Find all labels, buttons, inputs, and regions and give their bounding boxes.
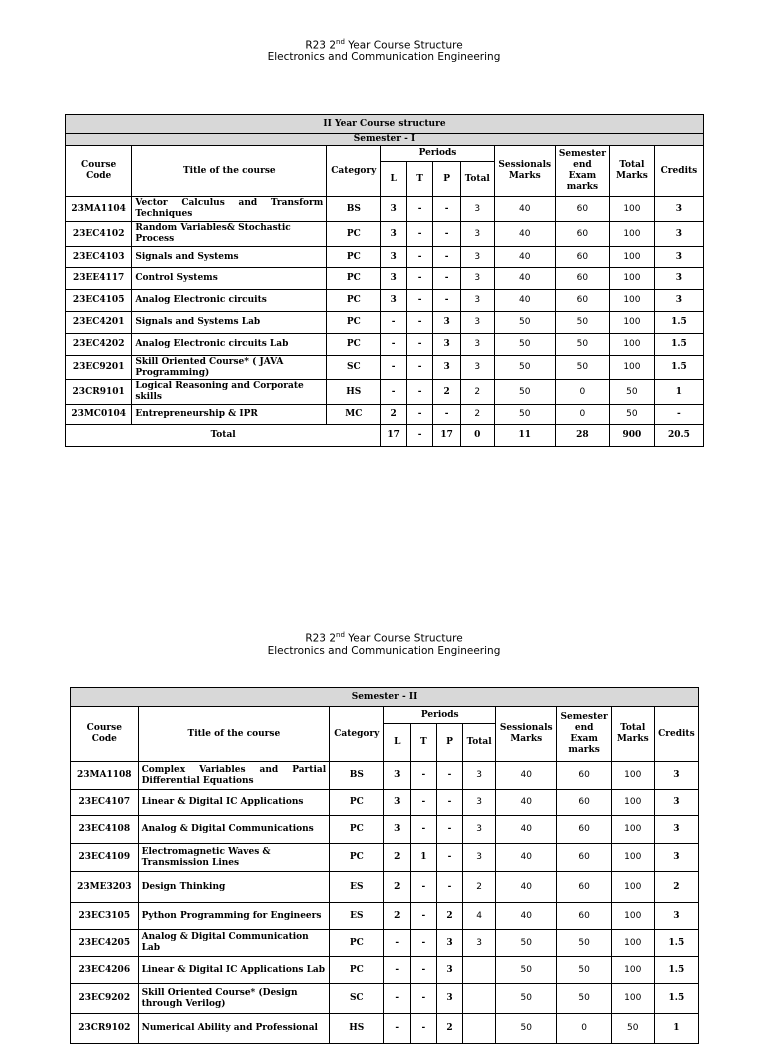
sem2-period-p: - xyxy=(436,872,463,903)
sem1-period-total: 3 xyxy=(460,312,494,334)
sem1-sem-end-marks: 60 xyxy=(555,290,609,312)
sem1-course-title: Entrepreneurship & IPR xyxy=(132,405,327,425)
sem2-course-title: Linear & Digital IC Applications xyxy=(138,790,330,816)
sem1-total-p: 17 xyxy=(433,425,461,447)
sem1-credits: 3 xyxy=(654,268,703,290)
sem1-sem-end-marks: 60 xyxy=(555,268,609,290)
sem2-period-t: - xyxy=(411,903,437,930)
sem1-period-t: - xyxy=(406,356,433,380)
sem2-header-course-code: Course Code xyxy=(71,707,139,762)
sem1-total-marks: 900 xyxy=(609,425,654,447)
sem2-credits: 1.5 xyxy=(654,930,698,957)
sem2-course-title: Electromagnetic Waves & Transmission Lines xyxy=(138,844,330,872)
sem2-sem-end-marks: 60 xyxy=(557,816,611,844)
sem1-sessional-marks: 50 xyxy=(494,356,555,380)
sem1-period-total: 3 xyxy=(460,290,494,312)
sem2-period-total: 3 xyxy=(463,930,496,957)
sem1-period-l: - xyxy=(381,312,407,334)
sem1-header-sem-end: Semester end Exam marks xyxy=(555,146,609,197)
sem2-sessional-marks: 50 xyxy=(496,957,557,984)
sem1-credits: 1 xyxy=(654,380,703,405)
sem1-period-l: 2 xyxy=(381,405,407,425)
sem1-period-l: - xyxy=(381,334,407,356)
sem2-course-code: 23EC4206 xyxy=(71,957,139,984)
sem1-header-total-marks: Total Marks xyxy=(609,146,654,197)
sem1-period-total: 3 xyxy=(460,247,494,268)
sem2-period-t: 1 xyxy=(411,844,437,872)
sem2-sessional-marks: 40 xyxy=(496,816,557,844)
sem2-sessional-marks: 40 xyxy=(496,762,557,790)
sem2-sem-end-marks: 60 xyxy=(557,790,611,816)
sem2-period-p: 3 xyxy=(436,930,463,957)
sem1-course-row xyxy=(66,334,704,356)
sem2-sem-end-marks: 50 xyxy=(557,930,611,957)
sem1-period-p: - xyxy=(433,405,461,425)
sem1-heading-sup: nd xyxy=(336,38,345,46)
sem2-period-l: 2 xyxy=(384,844,411,872)
sem2-header-category: Category xyxy=(330,707,384,762)
sem1-sem-end-marks: 60 xyxy=(555,197,609,222)
sem2-total-marks: 100 xyxy=(611,816,654,844)
sem2-category: ES xyxy=(330,903,384,930)
sem2-heading-post: Year Course Structure xyxy=(344,632,463,645)
sem1-period-t: - xyxy=(406,268,433,290)
sem2-header-t: T xyxy=(411,724,437,762)
sem1-period-t: - xyxy=(406,380,433,405)
sem1-period-t: - xyxy=(406,197,433,222)
sem1-course-code: 23EC4201 xyxy=(66,312,132,334)
sem2-period-t: - xyxy=(411,1014,437,1044)
sem1-course-row xyxy=(66,356,704,380)
sem1-credits: 3 xyxy=(654,197,703,222)
sem1-header-l: L xyxy=(381,162,407,197)
sem2-course-code: 23EC4205 xyxy=(71,930,139,957)
sem2-total-marks: 100 xyxy=(611,930,654,957)
sem2-course-title: Analog & Digital Communication Lab xyxy=(138,930,330,957)
sem2-period-total xyxy=(463,957,496,984)
sem1-category: MC xyxy=(327,405,381,425)
sem2-total-marks: 100 xyxy=(611,903,654,930)
sem2-category: HS xyxy=(330,1014,384,1044)
sem2-heading-line2: Electronics and Communication Engineering xyxy=(267,645,501,657)
sem2-period-total: 2 xyxy=(463,872,496,903)
sem2-course-code: 23CR9102 xyxy=(71,1014,139,1044)
sem2-period-total: 3 xyxy=(463,762,496,790)
sem2-period-p: 2 xyxy=(436,1014,463,1044)
sem2-total-marks: 100 xyxy=(611,984,654,1014)
sem2-sem-end-marks: 50 xyxy=(557,984,611,1014)
sem1-period-p: 3 xyxy=(433,334,461,356)
sem2-period-l: - xyxy=(384,1014,411,1044)
sem1-sessional-marks: 50 xyxy=(494,312,555,334)
sem1-course-code: 23EC4202 xyxy=(66,334,132,356)
sem2-category: PC xyxy=(330,816,384,844)
sem1-total-marks: 100 xyxy=(609,312,654,334)
sem2-course-title: Complex Variables and Partial Differential Equations xyxy=(138,762,330,790)
sem1-sem-end-marks: 60 xyxy=(555,222,609,247)
sem2-period-p: - xyxy=(436,762,463,790)
sem2-period-p: 3 xyxy=(436,984,463,1014)
sem1-period-p: - xyxy=(433,197,461,222)
sem1-course-code: 23EC4105 xyxy=(66,290,132,312)
sem1-total-marks: 100 xyxy=(609,247,654,268)
sem1-category: PC xyxy=(327,312,381,334)
sem1-course-row xyxy=(66,405,704,425)
sem1-course-code: 23MC0104 xyxy=(66,405,132,425)
sem1-course-table xyxy=(65,114,704,447)
sem1-course-row xyxy=(66,380,704,405)
sem1-total-end: 28 xyxy=(555,425,609,447)
sem1-header-category: Category xyxy=(327,146,381,197)
sem1-period-l: 3 xyxy=(381,290,407,312)
sem1-period-p: 3 xyxy=(433,312,461,334)
sem2-period-t: - xyxy=(411,984,437,1014)
sem1-sem-end-marks: 0 xyxy=(555,380,609,405)
sem2-course-row xyxy=(71,903,699,930)
sem2-header-title: Title of the course xyxy=(138,707,330,762)
sem2-period-total: 3 xyxy=(463,844,496,872)
sem2-credits: 3 xyxy=(654,903,698,930)
sem2-credits: 3 xyxy=(654,762,698,790)
sem2-period-p: 3 xyxy=(436,957,463,984)
sem2-course-row xyxy=(71,872,699,903)
sem1-period-t: - xyxy=(406,312,433,334)
sem2-sem-end-marks: 60 xyxy=(557,872,611,903)
sem1-total-cr: 20.5 xyxy=(654,425,703,447)
sem1-category: PC xyxy=(327,222,381,247)
sem1-sem-end-marks: 50 xyxy=(555,356,609,380)
sem2-period-l: 3 xyxy=(384,762,411,790)
sem2-course-row xyxy=(71,984,699,1014)
sem1-course-title: Logical Reasoning and Corporate skills xyxy=(132,380,327,405)
sem2-sessional-marks: 50 xyxy=(496,1014,557,1044)
sem1-header-course-code: Course Code xyxy=(66,146,132,197)
sem1-category: PC xyxy=(327,268,381,290)
sem1-total-l: 17 xyxy=(381,425,407,447)
sem1-header-sessionals: Sessionals Marks xyxy=(494,146,555,197)
sem2-course-title: Design Thinking xyxy=(138,872,330,903)
sem2-credits: 1.5 xyxy=(654,984,698,1014)
sem1-sessional-marks: 40 xyxy=(494,197,555,222)
sem1-period-total: 2 xyxy=(460,405,494,425)
sem1-header-title: Title of the course xyxy=(132,146,327,197)
sem1-course-code: 23EC9201 xyxy=(66,356,132,380)
sem1-period-t: - xyxy=(406,290,433,312)
sem1-sessional-marks: 40 xyxy=(494,268,555,290)
sem2-sessional-marks: 40 xyxy=(496,903,557,930)
sem2-course-row xyxy=(71,1014,699,1044)
sem2-credits: 1.5 xyxy=(654,957,698,984)
sem2-course-table xyxy=(70,687,699,1044)
sem2-heading-pre: R23 2 xyxy=(305,632,337,645)
sem1-sem-end-marks: 0 xyxy=(555,405,609,425)
sem2-course-code: 23EC9202 xyxy=(71,984,139,1014)
sem2-category: PC xyxy=(330,790,384,816)
sem1-course-row xyxy=(66,290,704,312)
sem1-total-marks: 100 xyxy=(609,197,654,222)
sem2-course-title: Numerical Ability and Professional xyxy=(138,1014,330,1044)
sem1-course-title: Random Variables& Stochastic Process xyxy=(132,222,327,247)
sem1-total-marks: 100 xyxy=(609,290,654,312)
sem2-total-marks: 100 xyxy=(611,790,654,816)
sem1-total-marks: 50 xyxy=(609,405,654,425)
sem1-heading-line2: Electronics and Communication Engineering xyxy=(267,51,501,63)
sem1-sessional-marks: 40 xyxy=(494,290,555,312)
sem2-period-l: - xyxy=(384,984,411,1014)
sem2-sem-end-marks: 60 xyxy=(557,903,611,930)
sem2-sem-end-marks: 50 xyxy=(557,957,611,984)
sem2-period-p: - xyxy=(436,844,463,872)
sem1-period-l: 3 xyxy=(381,222,407,247)
sem1-period-l: 3 xyxy=(381,247,407,268)
sem1-credits: 1.5 xyxy=(654,312,703,334)
sem1-course-code: 23MA1104 xyxy=(66,197,132,222)
sem2-total-marks: 100 xyxy=(611,844,654,872)
sem2-course-title: Linear & Digital IC Applications Lab xyxy=(138,957,330,984)
sem2-sessional-marks: 40 xyxy=(496,872,557,903)
sem2-period-l: - xyxy=(384,930,411,957)
sem2-sessional-marks: 40 xyxy=(496,790,557,816)
sem1-period-p: 3 xyxy=(433,356,461,380)
sem2-course-code: 23EC4109 xyxy=(71,844,139,872)
sem1-course-code: 23CR9101 xyxy=(66,380,132,405)
sem1-credits: - xyxy=(654,405,703,425)
sem1-period-total: 3 xyxy=(460,356,494,380)
sem1-header-t: T xyxy=(406,162,433,197)
sem2-period-l: - xyxy=(384,957,411,984)
sem1-sessional-marks: 40 xyxy=(494,247,555,268)
sem2-course-code: 23EC3105 xyxy=(71,903,139,930)
sem2-period-total: 4 xyxy=(463,903,496,930)
sem2-total-marks: 100 xyxy=(611,762,654,790)
sem2-category: ES xyxy=(330,872,384,903)
sem2-credits: 2 xyxy=(654,872,698,903)
sem1-total-label: Total xyxy=(66,425,381,447)
sem2-sem-end-marks: 60 xyxy=(557,844,611,872)
sem1-table-title: II Year Course structure xyxy=(66,115,704,134)
sem1-course-title: Analog Electronic circuits xyxy=(132,290,327,312)
sem2-course-code: 23EC4108 xyxy=(71,816,139,844)
sem2-period-l: 2 xyxy=(384,872,411,903)
sem1-credits: 1.5 xyxy=(654,356,703,380)
sem1-sessional-marks: 50 xyxy=(494,405,555,425)
sem1-period-p: - xyxy=(433,222,461,247)
sem1-sessional-marks: 40 xyxy=(494,222,555,247)
sem2-period-total xyxy=(463,1014,496,1044)
sem2-course-row xyxy=(71,957,699,984)
sem1-header-total: Total xyxy=(460,162,494,197)
sem1-header-credits: Credits xyxy=(654,146,703,197)
sem1-period-t: - xyxy=(406,247,433,268)
sem2-credits: 3 xyxy=(654,790,698,816)
sem2-course-title: Python Programming for Engineers xyxy=(138,903,330,930)
sem1-sessional-marks: 50 xyxy=(494,334,555,356)
sem2-period-total xyxy=(463,984,496,1014)
sem1-course-title: Signals and Systems Lab xyxy=(132,312,327,334)
sem1-total-marks: 100 xyxy=(609,334,654,356)
sem1-course-row xyxy=(66,247,704,268)
sem1-heading-post: Year Course Structure xyxy=(344,39,463,52)
sem2-total-marks: 100 xyxy=(611,872,654,903)
sem2-header-total: Total xyxy=(463,724,496,762)
sem1-total-marks: 100 xyxy=(609,268,654,290)
sem2-period-p: - xyxy=(436,790,463,816)
sem1-credits: 3 xyxy=(654,247,703,268)
sem1-category: BS xyxy=(327,197,381,222)
sem1-period-total: 3 xyxy=(460,334,494,356)
sem1-course-row xyxy=(66,268,704,290)
sem1-heading-pre: R23 2 xyxy=(305,39,337,52)
sem2-course-code: 23MA1108 xyxy=(71,762,139,790)
sem1-category: HS xyxy=(327,380,381,405)
sem1-sem-end-marks: 50 xyxy=(555,334,609,356)
sem1-period-l: - xyxy=(381,380,407,405)
sem1-total-marks: 50 xyxy=(609,380,654,405)
sem1-course-code: 23EC4102 xyxy=(66,222,132,247)
sem1-period-t: - xyxy=(406,334,433,356)
sem2-period-t: - xyxy=(411,790,437,816)
sem2-credits: 3 xyxy=(654,816,698,844)
sem2-period-l: 2 xyxy=(384,903,411,930)
sem1-course-row xyxy=(66,197,704,222)
sem2-sem-end-marks: 0 xyxy=(557,1014,611,1044)
sem1-period-total: 3 xyxy=(460,197,494,222)
sem1-credits: 3 xyxy=(654,222,703,247)
sem1-course-row xyxy=(66,312,704,334)
sem2-period-t: - xyxy=(411,816,437,844)
sem1-course-title: Control Systems xyxy=(132,268,327,290)
sem2-course-title: Analog & Digital Communications xyxy=(138,816,330,844)
sem1-course-title: Skill Oriented Course* ( JAVA Programming) xyxy=(132,356,327,380)
sem1-period-t: - xyxy=(406,222,433,247)
sem2-heading-sup: nd xyxy=(336,631,345,639)
sem2-sessional-marks: 50 xyxy=(496,984,557,1014)
sem1-period-p: - xyxy=(433,247,461,268)
sem2-category: BS xyxy=(330,762,384,790)
sem1-period-p: - xyxy=(433,290,461,312)
sem2-course-row xyxy=(71,762,699,790)
sem1-total-t: - xyxy=(406,425,433,447)
sem2-credits: 3 xyxy=(654,844,698,872)
sem1-header-p: P xyxy=(433,162,461,197)
sem2-course-title: Skill Oriented Course* (Design through Verilog) xyxy=(138,984,330,1014)
sem1-category: SC xyxy=(327,356,381,380)
sem1-semester-label: Semester - I xyxy=(66,134,704,146)
sem2-period-t: - xyxy=(411,762,437,790)
sem2-course-row xyxy=(71,790,699,816)
sem1-period-total: 3 xyxy=(460,222,494,247)
sem2-header-total-marks: Total Marks xyxy=(611,707,654,762)
sem2-header-credits: Credits xyxy=(654,707,698,762)
sem2-header-periods: Periods xyxy=(384,707,496,724)
sem1-period-p: 2 xyxy=(433,380,461,405)
sem1-course-title: Vector Calculus and Transform Techniques xyxy=(132,197,327,222)
sem1-period-total: 2 xyxy=(460,380,494,405)
sem2-total-marks: 100 xyxy=(611,957,654,984)
sem1-total-sess: 11 xyxy=(494,425,555,447)
sem2-period-l: 3 xyxy=(384,816,411,844)
sem2-header-l: L xyxy=(384,724,411,762)
sem1-sem-end-marks: 50 xyxy=(555,312,609,334)
sem2-sessional-marks: 40 xyxy=(496,844,557,872)
sem2-course-code: 23ME3203 xyxy=(71,872,139,903)
sem2-header-sessionals: Sessionals Marks xyxy=(496,707,557,762)
sem1-period-total: 3 xyxy=(460,268,494,290)
sem2-period-p: - xyxy=(436,816,463,844)
sem2-header-p: P xyxy=(436,724,463,762)
sem2-sem-end-marks: 60 xyxy=(557,762,611,790)
sem1-period-t: - xyxy=(406,405,433,425)
sem2-course-row xyxy=(71,816,699,844)
sem1-credits: 1.5 xyxy=(654,334,703,356)
sem1-total-marks: 100 xyxy=(609,356,654,380)
sem2-semester-label: Semester - II xyxy=(71,688,699,707)
sem2-period-p: 2 xyxy=(436,903,463,930)
sem1-category: PC xyxy=(327,290,381,312)
sem1-period-l: - xyxy=(381,356,407,380)
sem2-category: PC xyxy=(330,957,384,984)
sem1-sem-end-marks: 60 xyxy=(555,247,609,268)
sem1-period-l: 3 xyxy=(381,268,407,290)
sem1-sessional-marks: 50 xyxy=(494,380,555,405)
sem2-period-total: 3 xyxy=(463,790,496,816)
sem1-period-p: - xyxy=(433,268,461,290)
sem2-period-t: - xyxy=(411,957,437,984)
sem1-credits: 3 xyxy=(654,290,703,312)
sem1-category: PC xyxy=(327,247,381,268)
sem1-course-row xyxy=(66,222,704,247)
sem2-credits: 1 xyxy=(654,1014,698,1044)
sem2-period-l: 3 xyxy=(384,790,411,816)
sem2-category: SC xyxy=(330,984,384,1014)
sem2-header-sem-end: Semester end Exam marks xyxy=(557,707,611,762)
sem2-course-row xyxy=(71,930,699,957)
sem1-course-code: 23EE4117 xyxy=(66,268,132,290)
sem1-period-l: 3 xyxy=(381,197,407,222)
sem1-course-title: Signals and Systems xyxy=(132,247,327,268)
sem2-period-t: - xyxy=(411,930,437,957)
sem2-total-marks: 50 xyxy=(611,1014,654,1044)
sem2-category: PC xyxy=(330,844,384,872)
sem2-period-total: 3 xyxy=(463,816,496,844)
sem1-category: PC xyxy=(327,334,381,356)
sem2-sessional-marks: 50 xyxy=(496,930,557,957)
sem1-total-tot: 0 xyxy=(460,425,494,447)
sem1-header-periods: Periods xyxy=(381,146,494,162)
sem2-course-code: 23EC4107 xyxy=(71,790,139,816)
sem2-course-row xyxy=(71,844,699,872)
sem2-period-t: - xyxy=(411,872,437,903)
sem1-total-marks: 100 xyxy=(609,222,654,247)
sem1-course-code: 23EC4103 xyxy=(66,247,132,268)
sem2-category: PC xyxy=(330,930,384,957)
sem1-course-title: Analog Electronic circuits Lab xyxy=(132,334,327,356)
